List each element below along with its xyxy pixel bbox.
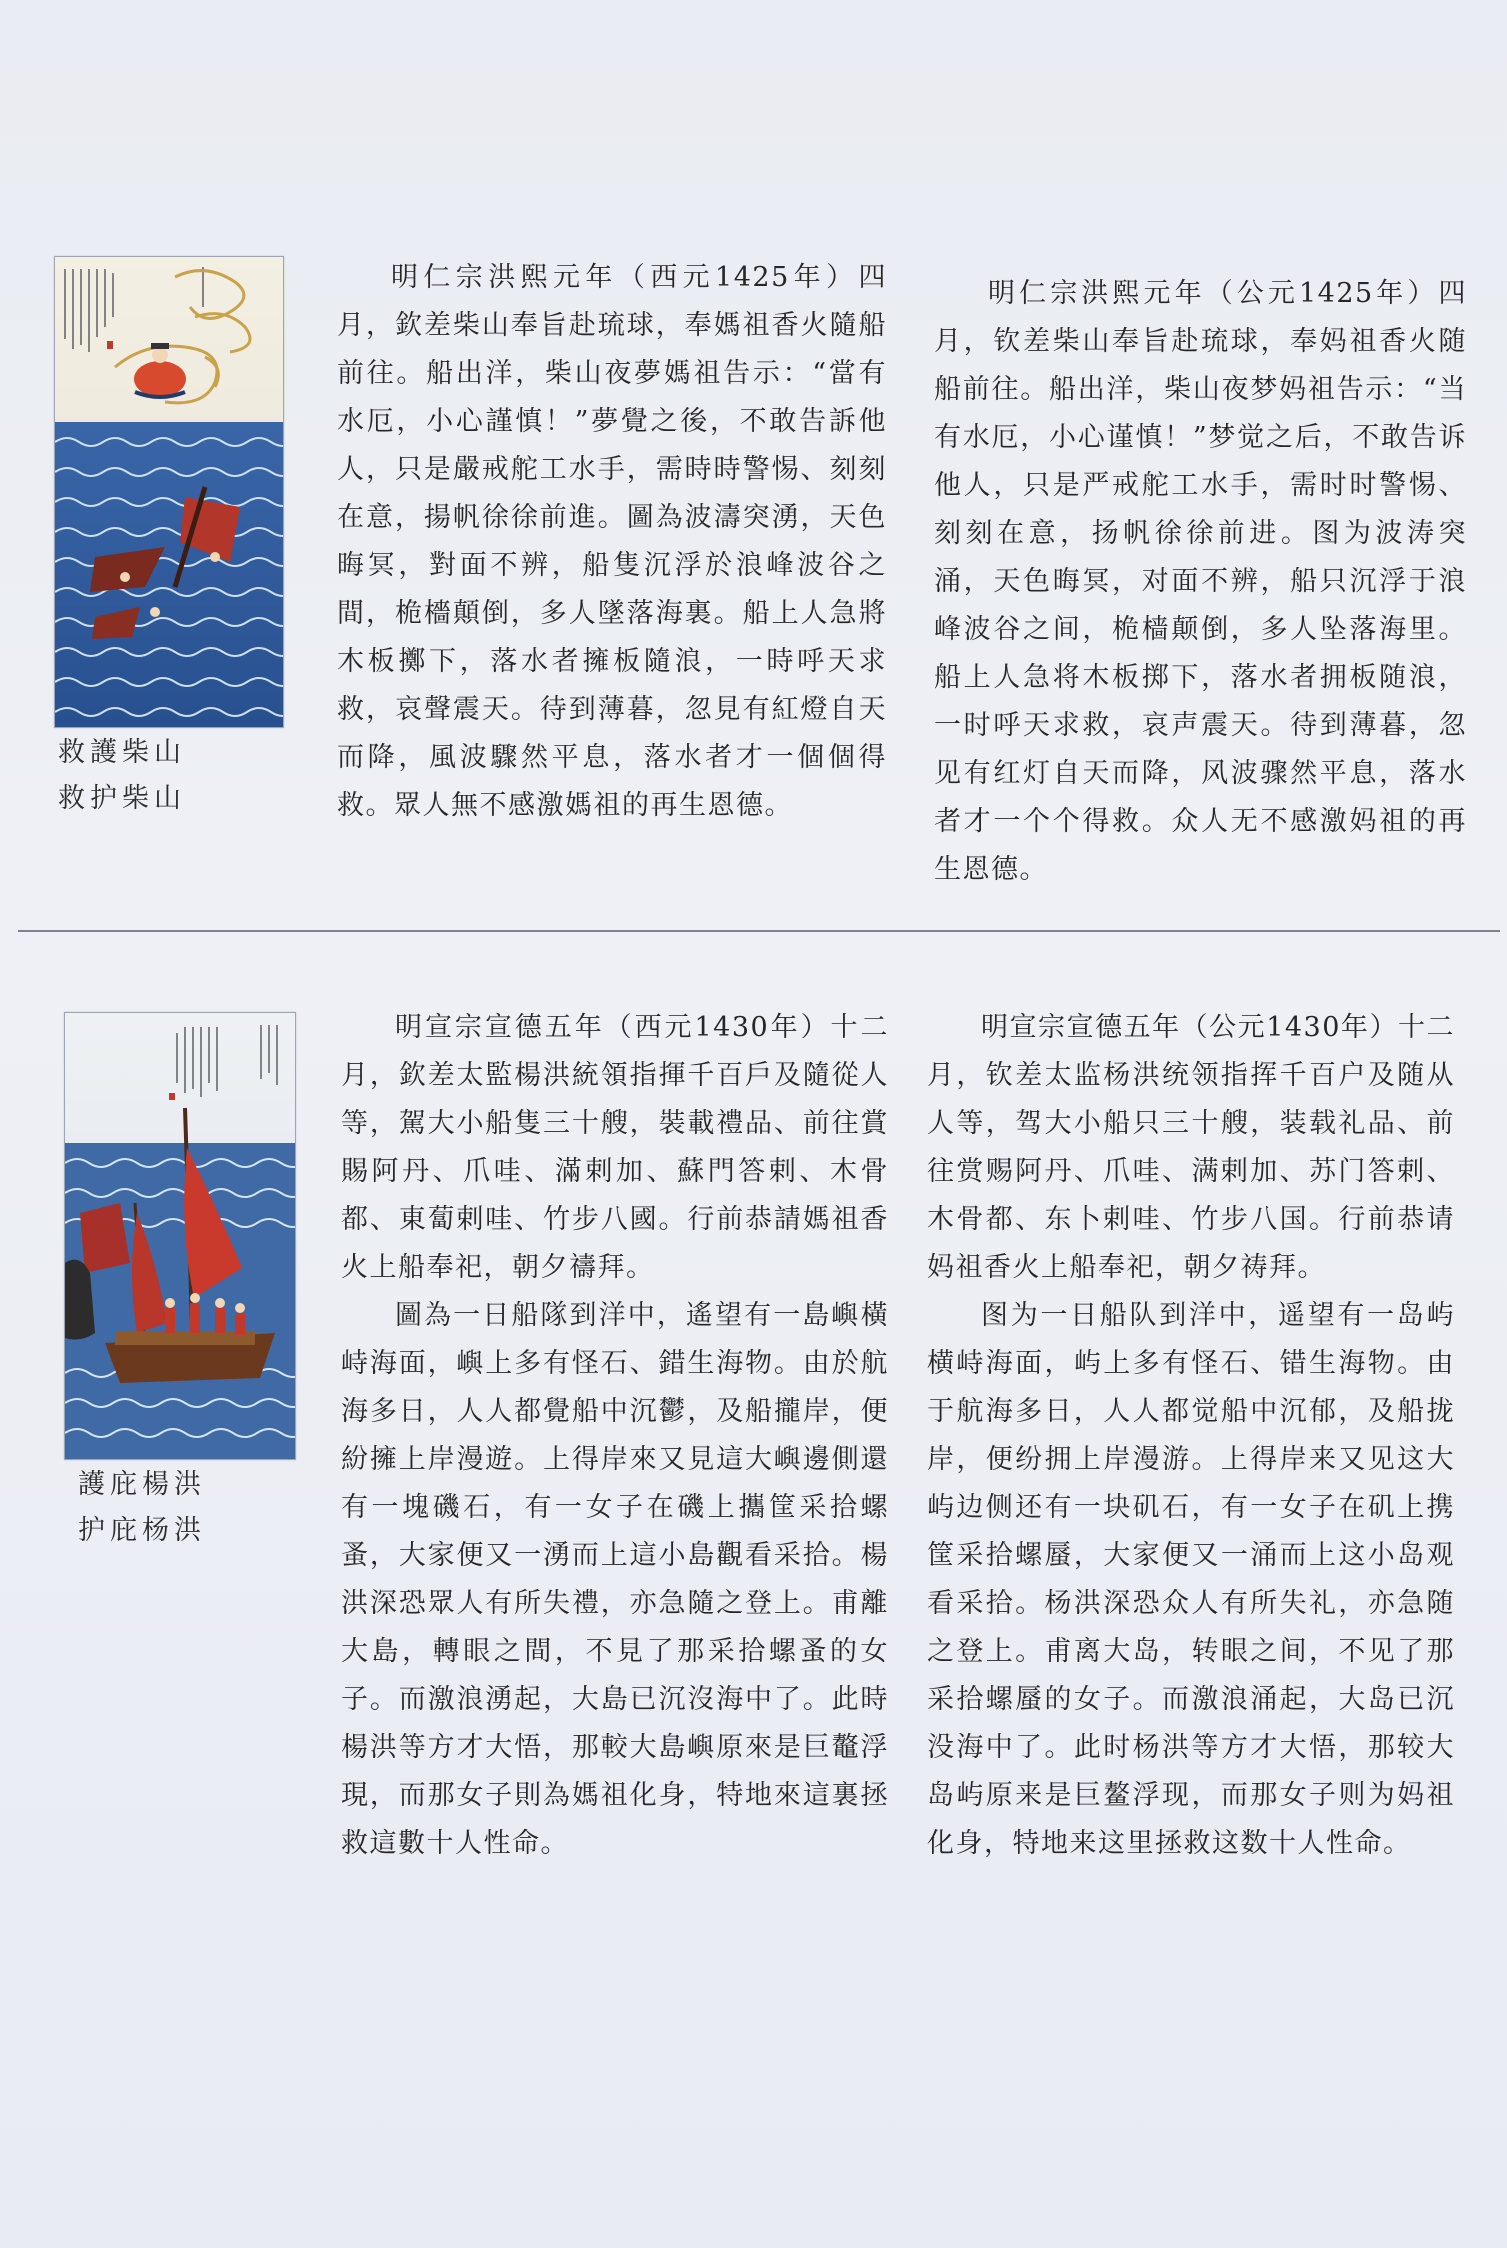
- caption-traditional: 救護柴山: [58, 737, 186, 768]
- caption-simplified: 救护柴山: [58, 783, 186, 814]
- paragraph: 明仁宗洪熙元年（西元1425年）四月，欽差柴山奉旨赴琉球，奉媽祖香火隨船前往。船出洋，柴山夜夢媽祖告示：“當有水厄，小心謹慎！”夢覺之後，不敢告訴他人，只是嚴戒舵工水手，需時時警惕、刻刻在意，揚帆徐徐前進。圖為波濤突湧，天色晦冥，對面不辨，船隻沉浮於浪峰波谷之間，桅檣顛倒，多人墜落海裏。船上人急將木板擲下，落水者擁板隨浪，一時呼天求救，哀聲震天。待到薄暮，忽見有紅燈自天而降，風波驟然平息，落水者才一個個得救。眾人無不感激媽祖的再生恩德。: [337, 262, 887, 821]
- sailing-ship-painting-icon: [65, 1013, 295, 1459]
- sea-storm-painting-icon: [55, 257, 283, 727]
- paragraph: 图为一日船队到洋中，遥望有一岛屿横峙海面，屿上多有怪石、错生海物。由于航海多日，人人都觉船中沉郁，及船拢岸，便纷拥上岸漫游。上得岸来又见这大屿边侧还有一块矶石，有一女子在矶上携筐采拾螺蜃，大家便又一涌而上这小岛观看采拾。杨洪深恐众人有所失礼，亦急随之登上。甫离大岛，转眼之间，不见了那采拾螺蜃的女子。而激浪涌起，大岛已沉没海中了。此时杨洪等方才大悟，那较大岛屿原来是巨鳌浮现，而那女子则为妈祖化身，特地来这里拯救这数十人性命。: [927, 1300, 1455, 1859]
- section-divider: [18, 930, 1500, 932]
- paragraph: 明宣宗宣德五年（公元1430年）十二月，钦差太监杨洪统领指挥千百户及随从人等，驾大小船只三十艘，装载礼品、前往赏赐阿丹、爪哇、满剌加、苏门答剌、木骨都、东卜剌哇、竹步八国。行前恭请妈祖香火上船奉祀，朝夕祷拜。: [927, 1012, 1455, 1283]
- body-text-traditional: [337, 254, 887, 830]
- paragraph: 明宣宗宣德五年（西元1430年）十二月，欽差太監楊洪統領指揮千百戶及隨從人等，駕大小船隻三十艘，裝載禮品、前往賞賜阿丹、爪哇、滿剌加、蘇門答剌、木骨都、東蔔剌哇、竹步八國。行前恭請媽祖香火上船奉祀，朝夕禱拜。: [341, 1012, 889, 1283]
- caption-traditional: 護庇楊洪: [78, 1469, 206, 1500]
- painting-rescue-chai-shan: [54, 256, 284, 728]
- body-text-traditional: [341, 1004, 889, 1868]
- paragraph: 圖為一日船隊到洋中，遙望有一島嶼橫峙海面，嶼上多有怪石、錯生海物。由於航海多日，人人都覺船中沉鬱，及船攏岸，便紛擁上岸漫遊。上得岸來又見這大嶼邊側還有一塊磯石，有一女子在磯上攜筐采拾螺蚤，大家便又一湧而上這小島觀看采拾。楊洪深恐眾人有所失禮，亦急隨之登上。甫離大島，轉眼之間，不見了那采拾螺蚤的女子。而激浪湧起，大島已沉沒海中了。此時楊洪等方才大悟，那較大島嶼原來是巨鼇浮現，而那女子則為媽祖化身，特地來這裏拯救這數十人性命。: [341, 1300, 889, 1859]
- body-text-simplified: [927, 1004, 1455, 1868]
- painting-protect-yang-hong: [64, 1012, 296, 1460]
- paragraph: 明仁宗洪熙元年（公元1425年）四月，钦差柴山奉旨赴琉球，奉妈祖香火随船前往。船出洋，柴山夜梦妈祖告示：“当有水厄，小心谨慎！”梦觉之后，不敢告诉他人，只是严戒舵工水手，需时时警惕、刻刻在意，扬帆徐徐前进。图为波涛突涌，天色晦冥，对面不辨，船只沉浮于浪峰波谷之间，桅樯颠倒，多人坠落海里。船上人急将木板掷下，落水者拥板随浪，一时呼天求救，哀声震天。待到薄暮，忽见有红灯自天而降，风波骤然平息，落水者才一个个得救。众人无不感激妈祖的再生恩德。: [934, 278, 1467, 885]
- caption-simplified: 护庇杨洪: [78, 1515, 206, 1546]
- body-text-simplified: [934, 270, 1467, 894]
